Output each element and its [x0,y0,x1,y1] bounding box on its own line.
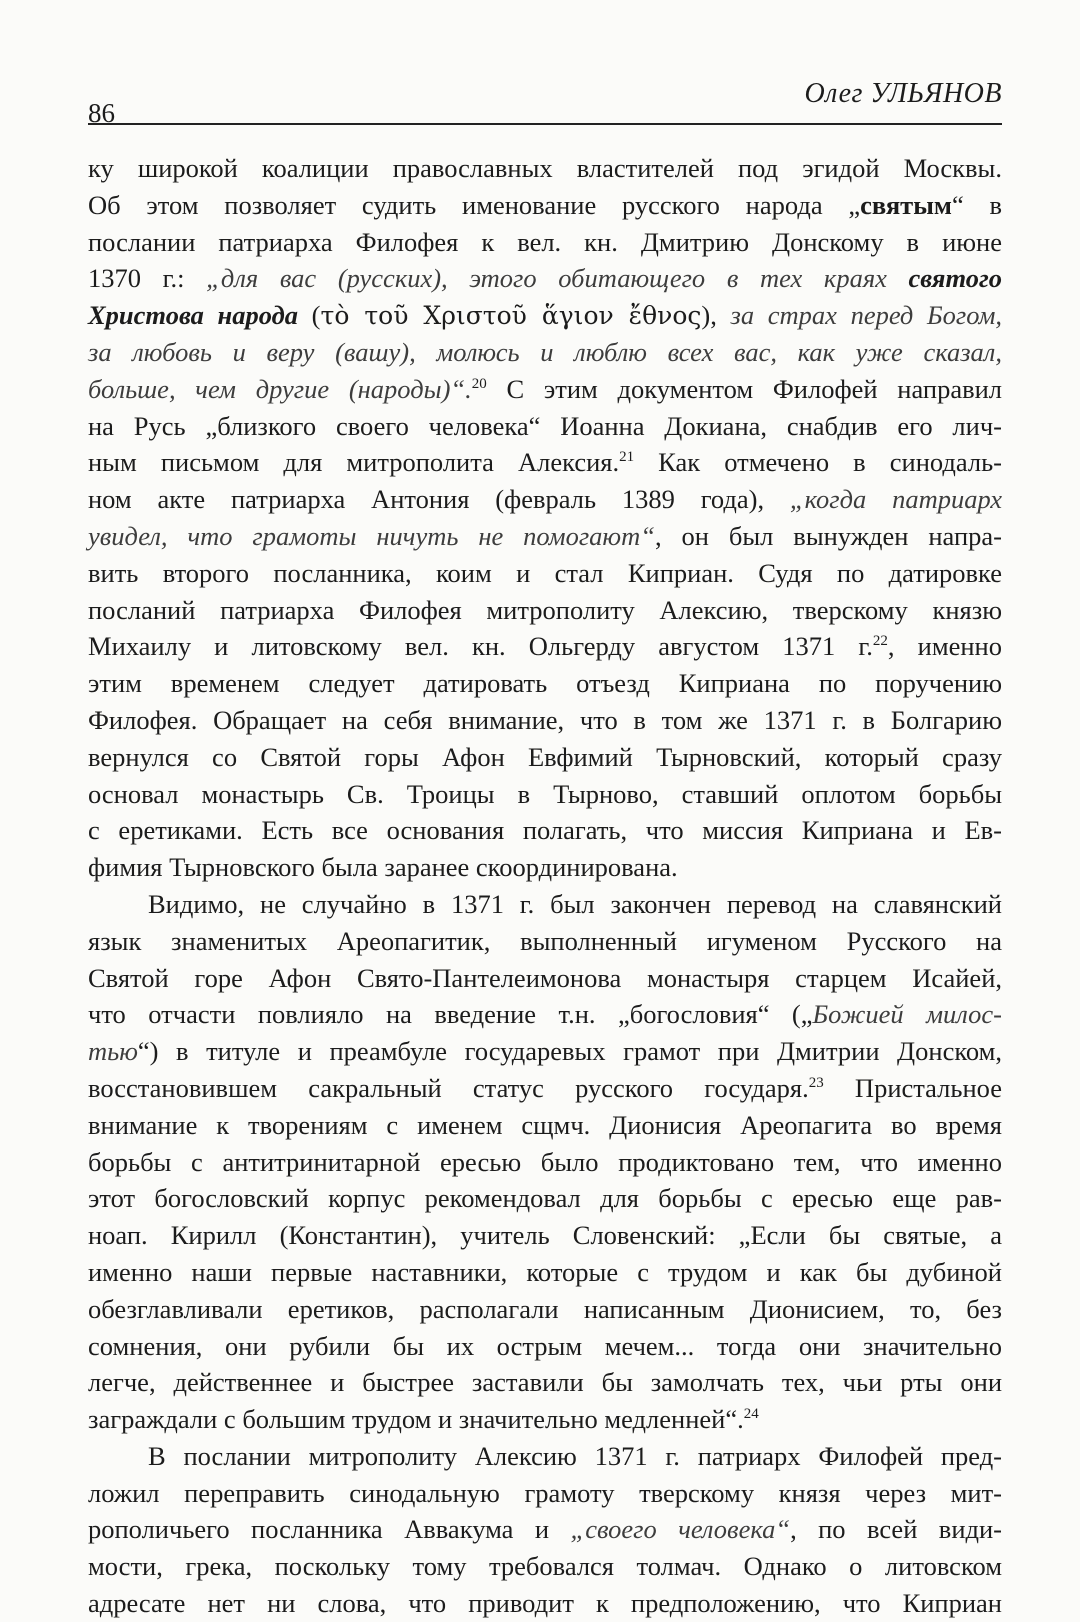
text-run: заграждали с большим трудом и значительно медленней“. [88,1404,744,1435]
text-run: “ в [951,189,1002,220]
text-run: , именно [887,631,1002,662]
footnote-ref: 22 [872,633,888,650]
text-run: тью [88,1036,138,1067]
paragraph [88,886,1002,1438]
text-run: внимание к творениям с именем сщмч. Дионисия Ареопагита во время [88,1109,1002,1140]
text-line [88,1585,1002,1622]
text-run: за любовь и веру (вашу), молюсь и люблю всех вас, как уже сказал, [88,336,1002,367]
text-run: этим временем следует датировать отъезд Киприана по поручению [88,668,1002,699]
text-line [88,996,1002,1033]
text-line [88,224,1002,261]
text-run: „когда патриарх [789,484,1002,515]
text-line [88,1291,1002,1328]
text-line [88,371,1002,408]
text-run: обезглавливали еретиков, располагали написанным Дионисием, то, без [88,1293,1002,1324]
text-run: святого [908,263,1002,294]
text-run: послании патриарха Филофея к вел. кн. Дмитрию Донскому в июне [88,226,1002,257]
text-line [88,1438,1002,1475]
text-line [88,1475,1002,1512]
text-run: ку широкой коалиции православных властителей под эгидой Москвы. [88,153,1002,183]
text-run: Христова народа [88,300,299,331]
text-run: фимия Тырновского была заранее скоординирована. [88,852,678,883]
text-line [88,1548,1002,1585]
text-run: за страх перед Богом, [730,300,1002,331]
text-line [88,592,1002,629]
text-run: Божией милос- [812,999,1003,1030]
text-line [88,960,1002,997]
text-run: борьбы с антитринитарной ересью было продиктовано тем, что именно [88,1146,1002,1177]
text-run: „для вас (русских), этого обитающего в тех краях [206,263,909,294]
text-run: рополичьего посланника Аввакума и [88,1514,571,1545]
text-run: , по всей види- [790,1514,1002,1545]
text-run: святым [860,189,952,220]
text-run: ложил переправить синодальную грамоту тверскому князя через мит- [88,1477,1002,1508]
text-line [88,297,1002,334]
text-run: вить второго посланника, коим и стал Киприан. Судя по датировке [88,557,1002,588]
text-line [88,1033,1002,1070]
text-run: увидел, что грамоты ничуть не помогают“ [88,520,655,551]
text-line [88,1254,1002,1291]
text-run: вернулся со Святой горы Афон Евфимий Тырновский, который сразу [88,741,1002,772]
body-text [88,150,1002,1622]
running-head-author: Олег УЛЬЯНОВ [804,78,1002,109]
text-line [88,849,1002,886]
text-run: посланий патриарха Филофея митрополиту Алексию, тверскому князю [88,594,1002,625]
text-run: С этим документом Филофей направил [486,373,1003,404]
text-run: язык знаменитых Ареопагитик, выполненный игуменом Русского на [88,925,1002,956]
header-rule [88,123,1002,125]
text-line [88,444,1002,481]
text-run: В послании митрополиту Алексию 1371 г. патриарх Филофей пред- [148,1440,1002,1471]
text-line [88,739,1002,776]
page-number: 86 [88,98,115,128]
text-line [88,886,1002,923]
text-run: , он был вынужден напра- [654,520,1002,551]
text-run: ), [701,300,731,331]
text-line [88,812,1002,849]
text-run: “) в титуле и преамбуле государевых грамот при Дмитрии Донском, [137,1036,1002,1067]
text-run: больше, чем другие (народы)“. [88,373,472,404]
text-run: Как отмечено в синодаль- [634,447,1002,478]
text-run: именно наши первые наставники, которые с трудом и как бы дубиной [88,1256,1002,1287]
text-run: ( [298,300,321,331]
text-line [88,1511,1002,1548]
text-run: этот богословский корпус рекомендовал для борьбы с ересью еще рав- [88,1183,1002,1214]
footnote-ref: 20 [471,375,487,392]
text-run: „своего человека“ [570,1514,791,1545]
text-run: ном акте патриарха Антония (февраль 1389 года), [88,484,790,515]
text-line [88,1328,1002,1365]
text-run: ным письмом для митрополита Алексия. [88,447,620,478]
text-line [88,1070,1002,1107]
text-line [88,1364,1002,1401]
text-run: Видимо, не случайно в 1371 г. был закончен перевод на славянский [148,888,1002,919]
text-line [88,555,1002,592]
text-run: Пристальное [823,1072,1002,1103]
text-run: на Русь „близкого своего человека“ Иоанна Докиана, снабдив его лич- [88,410,1002,441]
footnote-ref: 21 [619,449,635,466]
text-line [88,665,1002,702]
text-run: восстановившем сакральный статус русского государя. [88,1072,809,1103]
text-line [88,923,1002,960]
text-run: с еретиками. Есть все основания полагать, что миссия Киприана и Ев- [88,815,1002,846]
text-line [88,187,1002,224]
text-run: основал монастырь Св. Троицы в Тырново, ставший оплотом борьбы [88,778,1002,809]
paragraph [88,150,1002,886]
text-line [88,702,1002,739]
text-line [88,518,1002,555]
text-line [88,1217,1002,1254]
text-line [88,334,1002,371]
text-run: τὸ τοῦ Χριστοῦ ἅγιον ἔθνος [320,301,702,331]
text-run: мости, грека, поскольку тому требовался толмач. Однако о литовском [88,1551,1002,1582]
text-run: 1370 г.: [88,263,207,294]
text-line [88,150,1002,187]
text-run: ноап. Кирилл (Константин), учитель Словенский: „Если бы святые, а [88,1220,1002,1251]
text-line [88,408,1002,445]
text-line [88,776,1002,813]
text-run: Михаилу и литовскому вел. кн. Ольгерду августом 1371 г. [88,631,873,662]
text-line [88,628,1002,665]
text-line [88,260,1002,297]
footnote-ref: 24 [743,1406,759,1423]
text-run: Святой горе Афон Свято-Пантелеимонова монастыря старцем Исайей, [88,962,1002,993]
text-run: Филофея. Обращает на себя внимание, что в том же 1371 г. в Болгарию [88,704,1002,735]
text-run: сомнения, они рубили бы их острым мечем... тогда они значительно [88,1330,1002,1361]
footnote-ref: 23 [808,1075,824,1092]
text-line [88,1107,1002,1144]
text-line [88,1180,1002,1217]
text-run: легче, действеннее и быстрее заставили бы замолчать тех, чьи рты они [88,1367,1002,1398]
text-run: адресате нет ни слова, что приводит к предположению, что Киприан [88,1588,1002,1619]
text-run: Об этом позволяет судить именование русского народа „ [88,189,861,220]
paragraph [88,1438,1002,1622]
text-run: что отчасти повлияло на введение т.н. „богословия“ („ [88,999,813,1030]
text-line [88,481,1002,518]
text-line [88,1401,1002,1438]
text-line [88,1144,1002,1181]
page-header [88,78,1002,128]
